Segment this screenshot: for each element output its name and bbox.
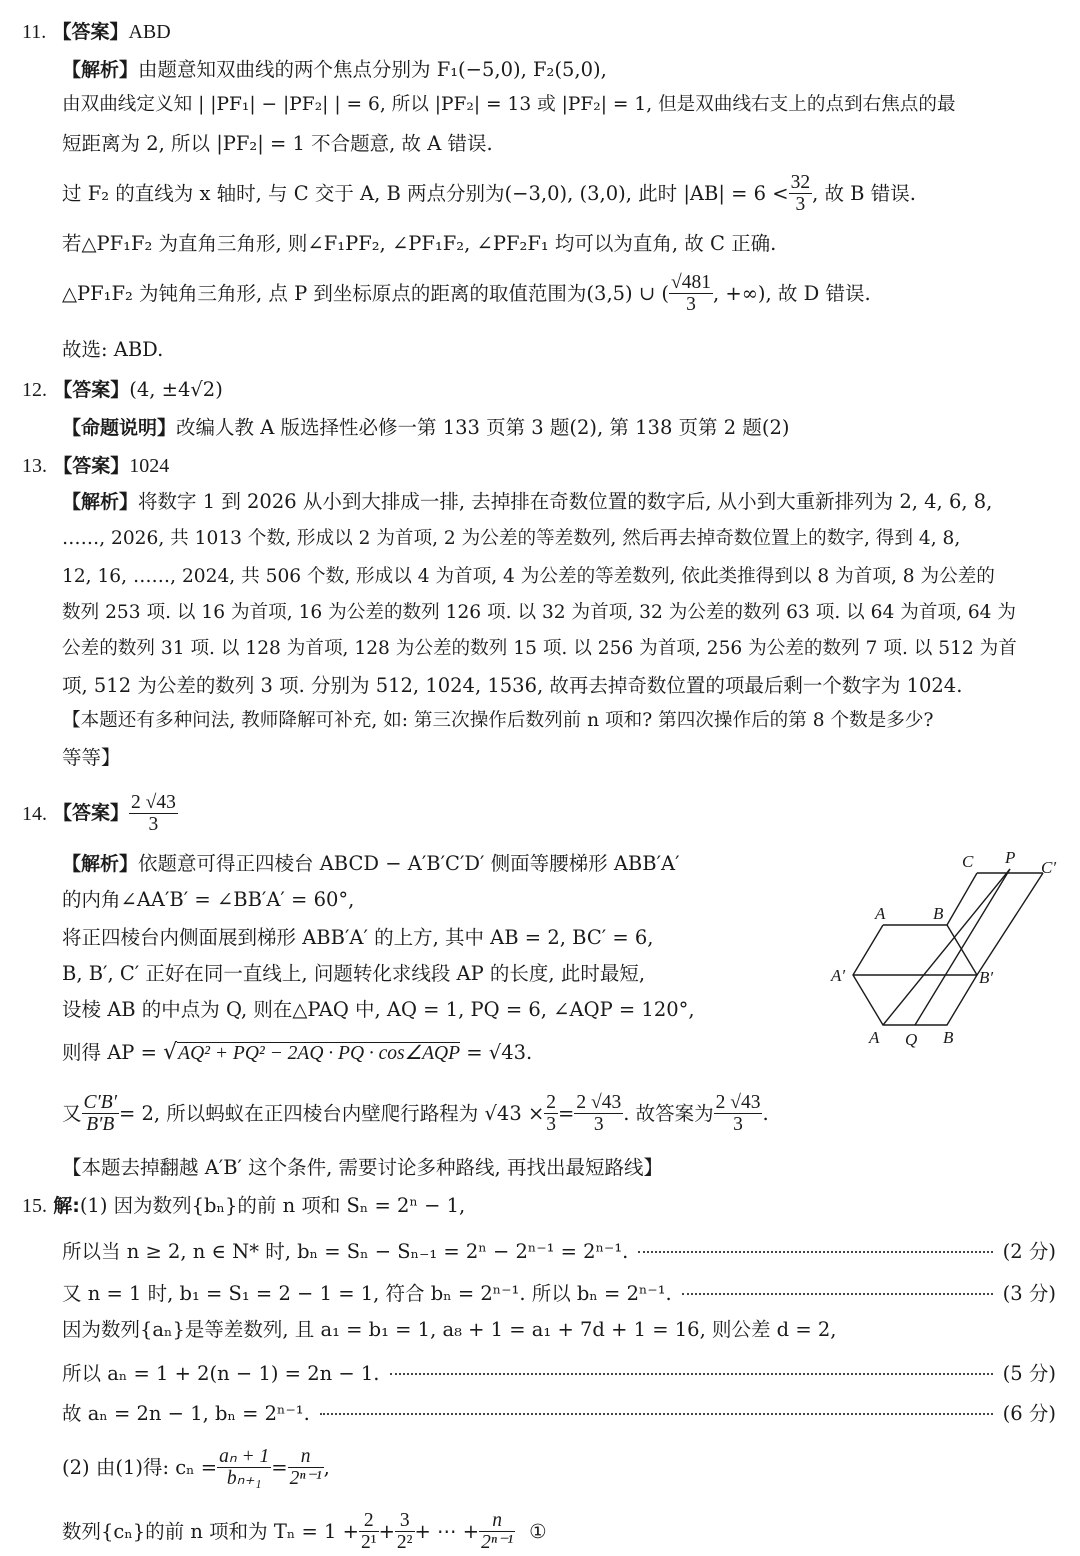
q11-fraction-sqrt481: $\frac{√481}{3}$ [671, 272, 711, 316]
q13-analysis-line-6: 项, 512 为公差的数列 3 项. 分别为 512, 1024, 1536, 故再去掉奇数位置的项最后剩一个数字为 1024. [62, 674, 963, 697]
q14-analysis-tag: 【解析】 [62, 853, 139, 875]
q11-analysis-line-1: 【解析】由题意知双曲线的两个焦点分别为 F₁(−5,0), F₂(5,0), [62, 58, 607, 81]
q12-number: 12. [22, 379, 47, 401]
q11-heading [22, 22, 171, 42]
q11-answer: ABD [128, 21, 171, 43]
q11-analysis-tag: 【解析】 [62, 59, 139, 81]
fig-label-Cp: C′ [1041, 858, 1057, 877]
leader-dots [320, 1413, 993, 1415]
q12-answer: (4, ±4√2) [129, 378, 223, 401]
fig-label-Ap: A′ [831, 966, 846, 985]
q14-answer: $\frac{2 √43}{3}$ [131, 792, 176, 836]
q15-heading: 15. 解:(1) 因为数列{bₙ}的前 n 项和 Sₙ = 2ⁿ − 1, [22, 1194, 466, 1217]
fig-label-P: P [1005, 848, 1016, 867]
q15-step-5: 故 aₙ = 2n − 1, bₙ = 2ⁿ⁻¹. (6 分) [62, 1398, 1056, 1426]
fig-label-C: C [962, 852, 974, 871]
q12-note-tag: 【命题说明】 [62, 417, 177, 439]
q14-frustum-figure [825, 845, 1065, 1050]
q15-step-1: 所以当 n ≥ 2, n ∈ N* 时, bₙ = Sₙ − Sₙ₋₁ = 2ⁿ − 2ⁿ⁻¹ = 2ⁿ⁻¹. (2 分) [62, 1236, 1056, 1264]
fig-label-B-top: B [933, 904, 944, 923]
leader-dots [682, 1293, 993, 1295]
q15-number: 15. [22, 1195, 47, 1217]
q14-analysis-line-6: 则得 AP = √AQ² + PQ² − 2AQ · PQ · cos∠AQP = √43. [62, 1040, 533, 1065]
q13-number: 13. [22, 455, 47, 477]
q11-analysis-line-4: 过 F₂ 的直线为 x 轴时, 与 C 交于 A, B 两点分别为(−3,0), (3,0), 此时 |AB| = 6 < $\frac{32}{3}$ , 故 B 错误. [62, 172, 916, 216]
leader-dots [390, 1373, 993, 1375]
q12-note: 【命题说明】改编人教 A 版选择性必修一第 133 页第 3 题(2), 第 138 页第 2 题(2) [62, 416, 790, 439]
q14-number: 14. [22, 802, 47, 825]
score-badge: (2 分) [1002, 1240, 1056, 1263]
score-badge: (3 分) [1002, 1282, 1056, 1305]
fig-label-Q: Q [905, 1030, 918, 1049]
q14-heading [22, 792, 178, 836]
fig-label-Bp: B′ [979, 968, 994, 987]
q13-remark-line-2: 等等】 [62, 746, 121, 769]
q13-answer-tag: 【答案】 [53, 455, 130, 477]
q11-answer-tag: 【答案】 [52, 21, 129, 43]
q13-analysis-line-4: 数列 253 项. 以 16 为首项, 16 为公差的数列 126 项. 以 32 为首项, 32 为公差的数列 63 项. 以 64 为首项, 64 为 [62, 602, 1016, 623]
fig-label-A-top: A [875, 904, 886, 923]
equation-marker: ① [529, 1520, 547, 1544]
q11-analysis-line-5: 若△PF₁F₂ 为直角三角形, 则∠F₁PF₂, ∠PF₁F₂, ∠PF₂F₁ 均可以为直角, 故 C 正确. [62, 232, 777, 255]
score-badge: (5 分) [1002, 1362, 1056, 1385]
q15-solve-tag: 解: [53, 1195, 80, 1217]
q11-analysis-line-6: △PF₁F₂ 为钝角三角形, 点 P 到坐标原点的距离的取值范围为(3,5) ∪ ( $\frac{√481}{3}$ , +∞), 故 D 错误. [62, 272, 871, 316]
q11-fraction-32-3: $\frac{32}{3}$ [790, 172, 811, 216]
q13-remark-line-1: 【本题还有多种问法, 教师降解可补充, 如: 第三次操作后数列前 n 项和? 第四次操作后的第 8 个数是多少? [62, 710, 934, 731]
fig-label-B-bot: B [943, 1028, 954, 1047]
q11-analysis-line-3: 短距离为 2, 所以 |PF₂| = 1 不合题意, 故 A 错误. [62, 132, 493, 155]
leader-dots [638, 1251, 992, 1253]
q15-sum-expression: 数列{cₙ}的前 n 项和为 Tₙ = 1 + $\frac{2}{\text{2¹}}$ + $\frac{3}{\text{2²}}$ + ⋯ + $\frac{n}{\text{2ⁿ⁻¹}}$ ① [62, 1510, 547, 1554]
q14-analysis-line-5: 设棱 AB 的中点为 Q, 则在△PAQ 中, AQ = 1, PQ = 6, ∠AQP = 120°, [62, 998, 695, 1021]
q14-analysis-line-1: 【解析】依题意可得正四棱台 ABCD − A′B′C′D′ 侧面等腰梯形 ABB′A′ [62, 852, 680, 875]
q14-radicand: AQ² + PQ² − 2AQ · PQ · cos∠AQP [178, 1043, 461, 1064]
q14-analysis-line-4: B, B′, C′ 正好在同一直线上, 问题转化求线段 AP 的长度, 此时最短, [62, 962, 646, 985]
q13-analysis-line-5: 公差的数列 31 项. 以 128 为首项, 128 为公差的数列 15 项. 以 256 为首项, 256 为公差的数列 7 项. 以 512 为首 [62, 638, 1017, 659]
q11-conclusion: 故选: ABD. [62, 338, 164, 361]
q13-answer: 1024 [129, 455, 170, 477]
q13-analysis-line-1: 【解析】将数字 1 到 2026 从小到大排成一排, 去掉排在奇数位置的数字后, 从小到大重新排列为 2, 4, 6, 8, [62, 490, 993, 513]
q11-number: 11. [22, 21, 47, 43]
q14-analysis-line-2: 的内角∠AA′B′ = ∠BB′A′ = 60°, [62, 888, 355, 911]
q15-step-2: 又 n = 1 时, b₁ = S₁ = 2 − 1 = 1, 符合 bₙ = 2ⁿ⁻¹. 所以 bₙ = 2ⁿ⁻¹. (3 分) [62, 1278, 1056, 1306]
q14-answer-tag: 【答案】 [53, 802, 130, 825]
q12-heading [22, 380, 223, 400]
q13-analysis-line-3: 12, 16, ……, 2024, 共 506 个数, 形成以 4 为首项, 4 为公差的等差数列, 依此类推得到以 8 为首项, 8 为公差的 [62, 566, 995, 587]
q14-fraction-cb-bb: $\frac{C'B'}{B'B}$ [83, 1092, 117, 1136]
q13-analysis-line-2: ……, 2026, 共 1013 个数, 形成以 2 为首项, 2 为公差的等差数列, 然后再去掉奇数位置上的数字, 得到 4, 8, [62, 528, 961, 549]
q13-analysis-tag: 【解析】 [62, 491, 139, 513]
score-badge: (6 分) [1002, 1402, 1056, 1425]
q13-heading [22, 456, 169, 476]
q15-step-3: 因为数列{aₙ}是等差数列, 且 a₁ = b₁ = 1, a₈ + 1 = a₁ + 7d + 1 = 16, 则公差 d = 2, [62, 1318, 837, 1341]
q11-analysis-line-2: 由双曲线定义知 | |PF₁| − |PF₂| | = 6, 所以 |PF₂| = 13 或 |PF₂| = 1, 但是双曲线右支上的点到右焦点的最 [62, 94, 956, 115]
q15-step-4: 所以 aₙ = 1 + 2(n − 1) = 2n − 1. (5 分) [62, 1358, 1056, 1386]
q15-part-2: (2) 由(1)得: cₙ = $\frac{\text{aₙ + 1}}{\text{bₙ₊₁}}$ = $\frac{n}{\text{2ⁿ⁻¹}}$ , [62, 1446, 330, 1490]
fig-label-A-bot: A [869, 1028, 880, 1047]
q14-analysis-line-7: 又 $\frac{C'B'}{B'B}$ = 2, 所以蚂蚁在正四棱台内壁爬行路程为 √43 × $\frac{2}{3}$ = $\frac{2 √43}{3}$ . 故答案为 $\frac{2 √43}{3}$ . [62, 1092, 769, 1136]
q14-analysis-line-3: 将正四棱台内侧面展到梯形 ABB′A′ 的上方, 其中 AB = 2, BC′ = 6, [62, 926, 654, 949]
q12-answer-tag: 【答案】 [53, 379, 130, 401]
q14-remark: 【本题去掉翻越 A′B′ 这个条件, 需要讨论多种路线, 再找出最短路线】 [62, 1156, 663, 1179]
